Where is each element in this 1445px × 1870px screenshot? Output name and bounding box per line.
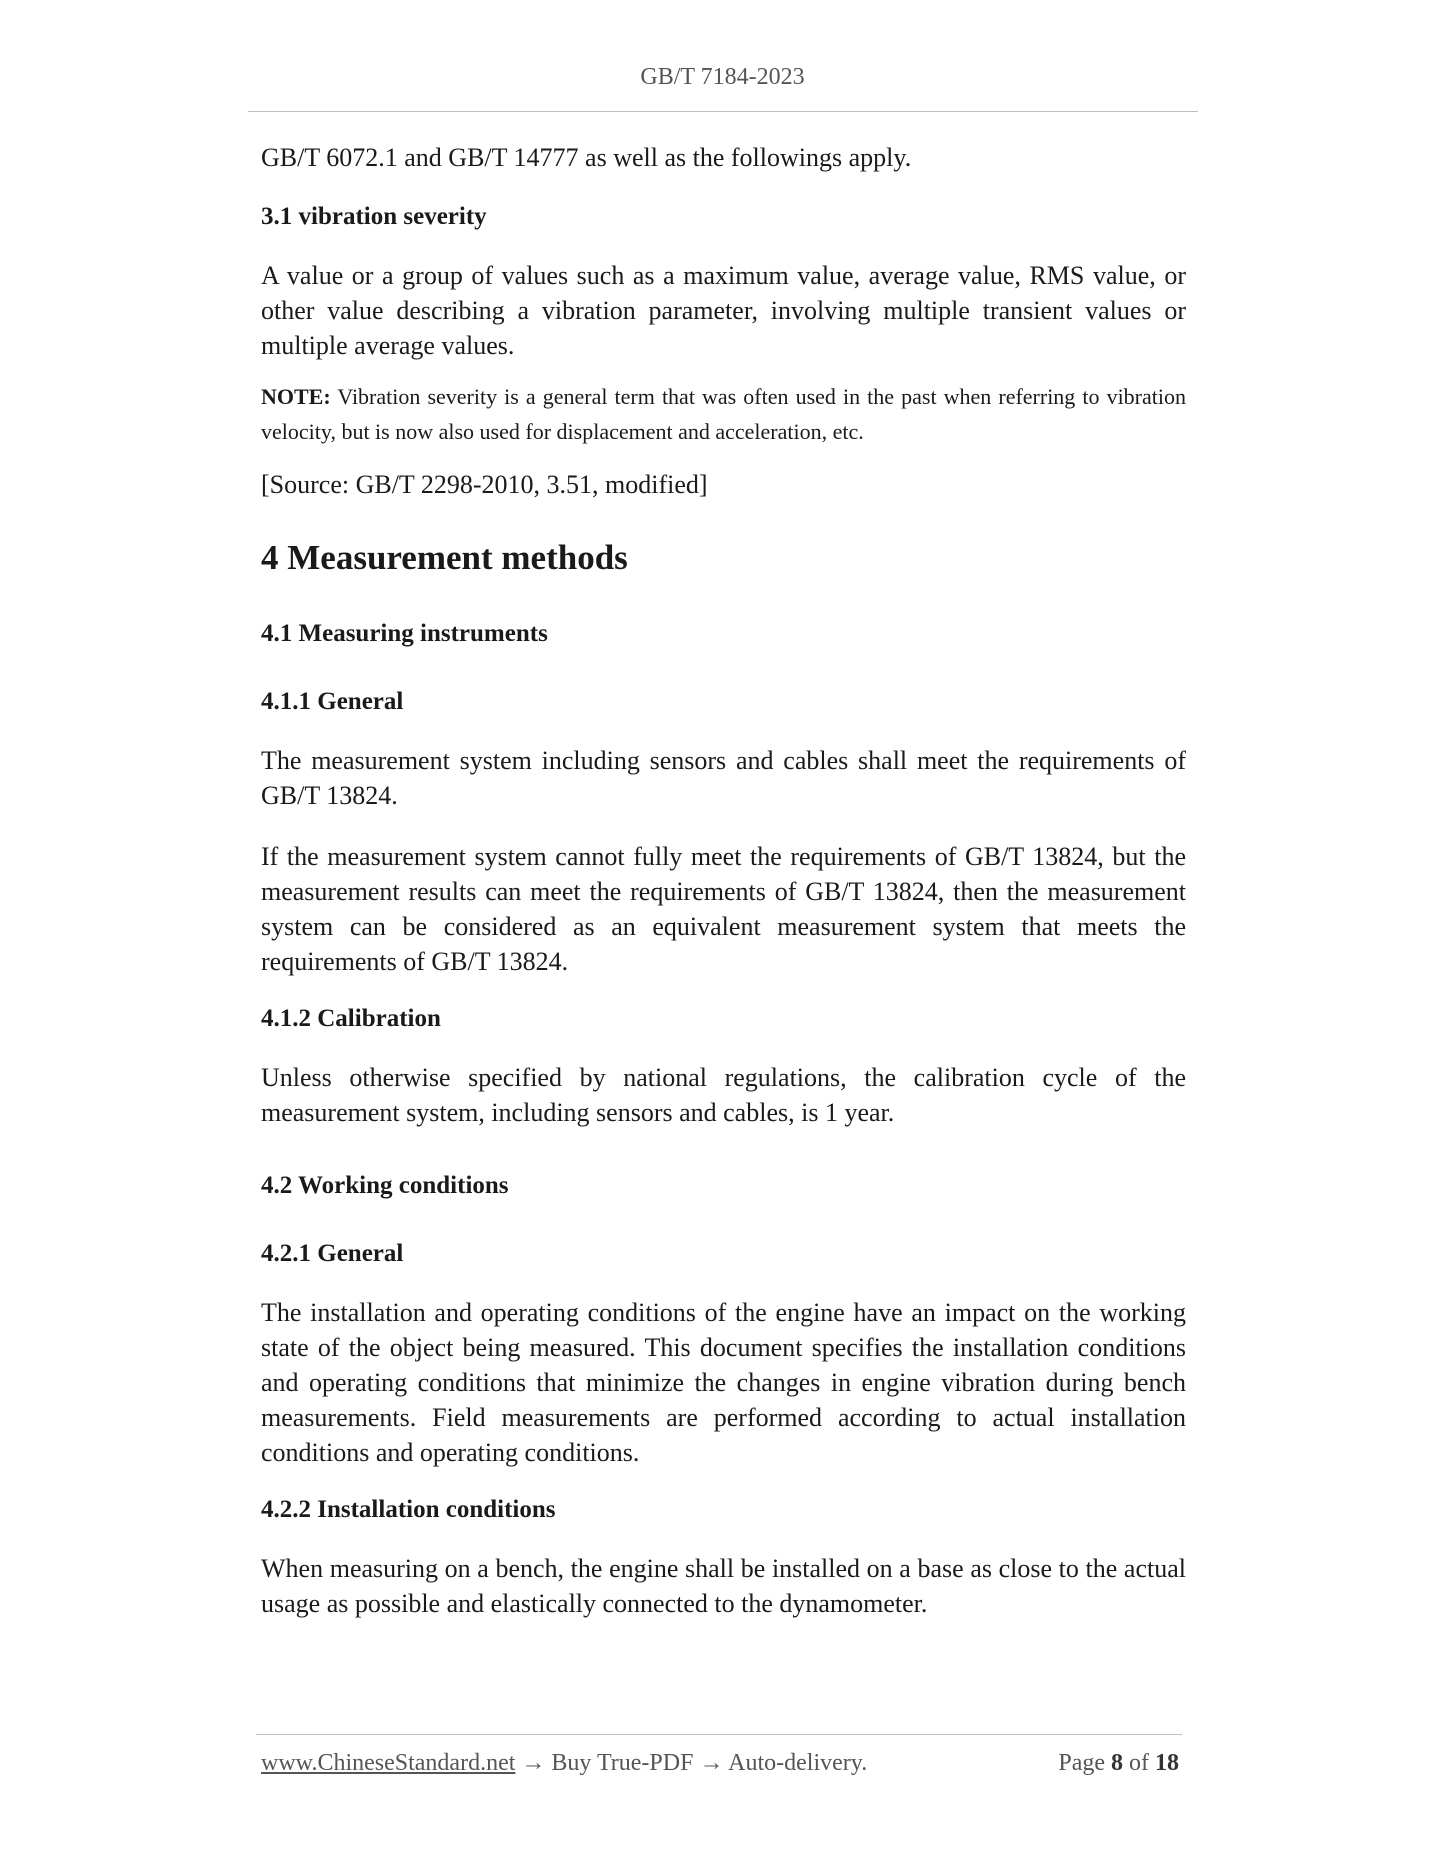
note-text: Vibration severity is a general term that was often used in the past when referring to vibration velocity, but is now also used for displacement and acceleration, etc. <box>261 384 1187 444</box>
arrow-right-icon: → <box>521 1750 546 1776</box>
page-total: 18 <box>1155 1750 1179 1776</box>
term-3-1-note <box>261 379 1186 449</box>
section-4-1-1-p2: If the measurement system cannot fully meet the requirements of GB/T 13824, but the measurement results can meet the requirements of GB/T 13824, then the measurement system can be considered as an equivalent measurement system that meets the requirements of GB/T 13824. <box>261 842 1186 976</box>
page-indicator <box>1058 1750 1179 1777</box>
of-label: of <box>1129 1750 1149 1776</box>
header-divider <box>248 111 1198 112</box>
section-4-1-2-p1: Unless otherwise specified by national regulations, the calibration cycle of the measurement system, including sensors and cables, is 1 year. <box>261 1063 1186 1127</box>
section-4-1-1-heading: 4.1.1 General <box>261 688 404 715</box>
term-3-1-definition: A value or a group of values such as a maximum value, average value, RMS value, or other value describing a vibration parameter, involving multiple transient values or multiple average values. <box>261 261 1186 360</box>
auto-delivery-text: Auto-delivery. <box>728 1750 868 1776</box>
section-4-2-1-heading: 4.2.1 General <box>261 1240 404 1267</box>
section-4-2-heading: 4.2 Working conditions <box>261 1172 509 1199</box>
section-4-2-2-p1: When measuring on a bench, the engine shall be installed on a base as close to the actual usage as possible and elastically connected to the dynamometer. <box>261 1554 1186 1618</box>
section-4-2-2-heading: 4.2.2 Installation conditions <box>261 1496 556 1523</box>
page-footer <box>261 1750 1179 1777</box>
section-4-1-1-p1: The measurement system including sensors and cables shall meet the requirements of GB/T 13824. <box>261 746 1186 810</box>
arrow-right-icon: → <box>699 1750 724 1776</box>
note-label: NOTE: <box>261 384 331 409</box>
section-4-heading: 4 Measurement methods <box>261 538 628 577</box>
buy-true-pdf-text: Buy True-PDF <box>551 1750 694 1776</box>
section-4-1-2-heading: 4.1.2 Calibration <box>261 1005 441 1032</box>
page-current: 8 <box>1111 1750 1123 1776</box>
section-4-2-1-p1: The installation and operating conditions of the engine have an impact on the working state of the object being measured. This document specifies the installation conditions and operating conditions that minimize the changes in engine vibration during bench measurements. Field measurements are performed according to actual installation conditions and operating conditions. <box>261 1298 1186 1467</box>
section-4-1-heading: 4.1 Measuring instruments <box>261 620 548 647</box>
page-header <box>0 64 1445 91</box>
site-link[interactable]: www.ChineseStandard.net <box>261 1750 516 1776</box>
footer-divider <box>256 1734 1182 1735</box>
intro-paragraph: GB/T 6072.1 and GB/T 14777 as well as the followings apply. <box>261 143 912 172</box>
term-3-1-source: [Source: GB/T 2298-2010, 3.51, modified] <box>261 470 708 499</box>
document-id: GB/T 7184-2023 <box>640 64 805 90</box>
term-3-1-heading: 3.1 vibration severity <box>261 203 487 230</box>
page-label: Page <box>1058 1750 1105 1776</box>
document-body <box>261 140 1186 1621</box>
